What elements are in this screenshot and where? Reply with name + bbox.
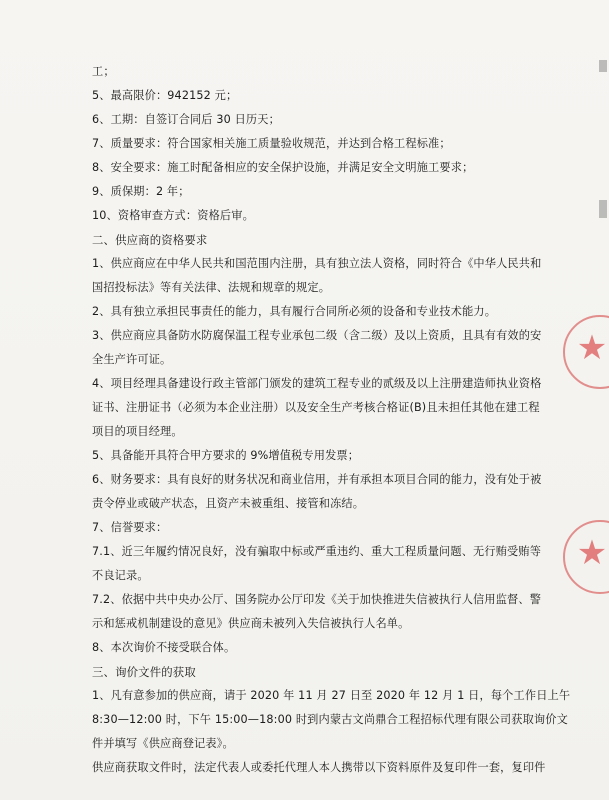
text-line: 责令停业或破产状态，且资产未被重组、接管和冻结。	[92, 497, 365, 510]
section-heading: 三、询价文件的获取	[92, 665, 196, 679]
text-line: 2、具有独立承担民事责任的能力，具有履行合同所必须的设备和专业技术能力。	[92, 305, 497, 318]
text-line: 工；	[92, 65, 115, 78]
text-line: 国招投标法》等有关法律、法规和规章的规定。	[92, 281, 331, 294]
text-line: 1、供应商应在中华人民共和国范围内注册，具有独立法人资格，同时符合《中华人民共和	[92, 257, 542, 270]
text-line: 7.1、近三年履约情况良好，没有骗取中标或严重违约、重大工程质量问题、无行贿受贿等	[92, 545, 542, 558]
text-line: 证书、注册证书（必须为本企业注册）以及安全生产考核合格证(B)且未担任其他在建工程	[92, 401, 540, 414]
edge-mark	[599, 200, 607, 218]
text-line: 7、信誉要求：	[92, 521, 168, 534]
text-line: 5、具备能开具符合甲方要求的 9%增值税专用发票；	[92, 449, 360, 462]
text-line: 10、资格审查方式：资格后审。	[92, 209, 254, 222]
text-line: 全生产许可证。	[92, 353, 172, 366]
text-line: 1、凡有意参加的供应商，请于 2020 年 11 月 27 日至 2020 年 12 月 1 日，每个工作日上午	[92, 689, 571, 702]
text-line: 6、财务要求：具有良好的财务状况和商业信用，并有承担本项目合同的能力，没有处于被	[92, 473, 542, 486]
section-heading: 二、供应商的资格要求	[92, 233, 208, 247]
edge-mark	[599, 60, 607, 72]
text-line: 8、安全要求：施工时配备相应的安全保护设施，并满足安全文明施工要求；	[92, 161, 474, 174]
text-line: 7、质量要求：符合国家相关施工质量验收规范，并达到合格工程标准；	[92, 137, 451, 150]
seal-stamp	[563, 520, 609, 594]
text-line: 7.2、依据中共中央办公厅、国务院办公厅印发《关于加快推进失信被执行人信用监督、警	[92, 593, 542, 606]
seal-stamp	[563, 315, 609, 389]
text-line: 不良记录。	[92, 569, 149, 582]
text-line: 示和惩戒机制建设的意见》供应商未被列入失信被执行人名单。	[92, 617, 410, 630]
seal-star-icon: ★	[576, 533, 608, 573]
text-line: 5、最高限价：942152 元；	[92, 89, 238, 102]
text-line: 8、本次询价不接受联合体。	[92, 641, 236, 654]
text-line: 4、项目经理具备建设行政主管部门颁发的建筑工程专业的贰级及以上注册建造师执业资格	[92, 377, 542, 390]
text-line: 供应商获取文件时，法定代表人或委托代理人本人携带以下资料原件及复印件一套，复印件	[92, 761, 546, 774]
seal-star-icon: ★	[576, 328, 608, 368]
text-line: 6、工期：自签订合同后 30 日历天；	[92, 113, 280, 126]
text-line: 件并填写《供应商登记表》。	[92, 737, 234, 750]
text-line: 9、质保期：2 年；	[92, 185, 190, 198]
text-line: 3、供应商应具备防水防腐保温工程专业承包二级（含二级）及以上资质，且具有有效的安	[92, 329, 542, 342]
text-line: 项目的项目经理。	[92, 425, 183, 438]
text-line: 8:30—12:00 时，下午 15:00—18:00 时到内蒙古文尚鼎合工程招标代理有限公司获取询价文	[92, 713, 568, 726]
